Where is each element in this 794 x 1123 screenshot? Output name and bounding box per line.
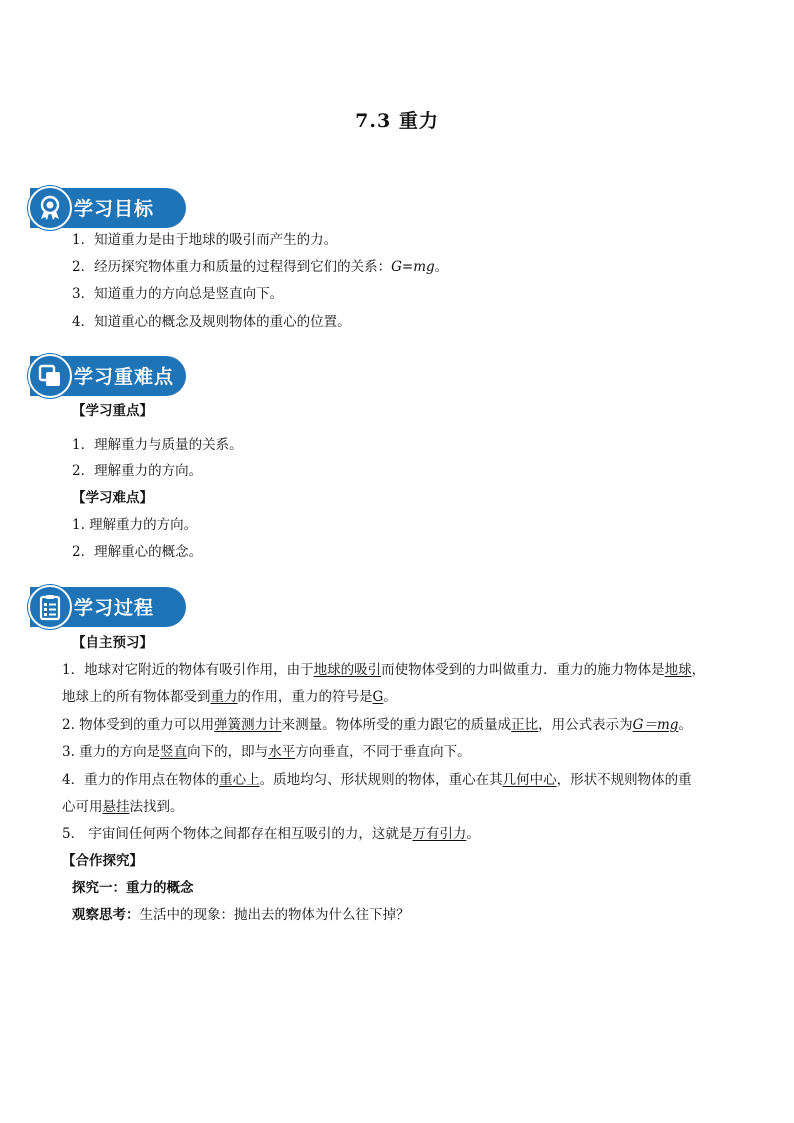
goal-item-4: 4．知道重心的概念及规则物体的重心的位置。 [72, 314, 351, 330]
section-banner-key-points [30, 356, 186, 396]
section-title-key-points: 学习重难点 [74, 366, 175, 388]
layers-icon [28, 354, 72, 398]
preview-item-4: 4．重力的作用点在物体的重心上。质地均匀、形状规则的物体，重心在其几何中心，形状不规则物体的重 [62, 772, 692, 788]
difficulty-heading: 【学习难点】 [72, 490, 153, 506]
preview-item-3: 3. 重力的方向是竖直向下的，即与水平方向垂直，不同于垂直向下。 [62, 744, 471, 760]
section-title-process: 学习过程 [74, 597, 155, 619]
preview-item-1-cont: 地球上的所有物体都受到重力的作用，重力的符号是G。 [62, 689, 397, 705]
section-title-goals: 学习目标 [74, 198, 155, 220]
focus-item-2: 2．理解重力的方向。 [72, 463, 203, 479]
preview-heading: 【自主预习】 [72, 635, 153, 651]
preview-item-2: 2. 物体受到的重力可以用弹簧测力计来测量。物体所受的重力跟它的质量成正比，用公式表示为G＝mg。 [62, 717, 692, 733]
goal-item-2: 2．经历探究物体重力和质量的过程得到它们的关系：G=mg。 [72, 259, 449, 275]
preview-item-5: 5． 宇宙间任何两个物体之间都存在相互吸引的力，这就是万有引力。 [62, 826, 480, 842]
goal-item-3: 3．知道重力的方向总是竖直向下。 [72, 286, 284, 302]
section-banner-process [30, 587, 186, 627]
focus-heading: 【学习重点】 [72, 403, 153, 419]
page-title: 7.3 重力 [355, 110, 439, 132]
preview-item-4-cont: 心可用悬挂法找到。 [62, 799, 184, 815]
goal-item-1: 1．知道重力是由于地球的吸引而产生的力。 [72, 232, 338, 248]
difficulty-item-1: 1. 理解重力的方向。 [72, 517, 198, 533]
gravity-formula: G=mg [391, 259, 435, 275]
explore-heading-1: 探究一：重力的概念 [72, 880, 194, 896]
focus-item-1: 1．理解重力与质量的关系。 [72, 437, 243, 453]
section-banner-goals [30, 188, 186, 228]
difficulty-item-2: 2．理解重心的概念。 [72, 544, 203, 560]
cooperation-heading: 【合作探究】 [62, 853, 143, 869]
preview-item-1: 1．地球对它附近的物体有吸引作用，由于地球的吸引而使物体受到的力叫做重力．重力的施力物体是地球， [62, 662, 706, 678]
clipboard-list-icon [28, 585, 72, 629]
award-medal-icon [28, 186, 72, 230]
observe-question: 观察思考：生活中的现象：抛出去的物体为什么往下掉？ [72, 907, 410, 923]
